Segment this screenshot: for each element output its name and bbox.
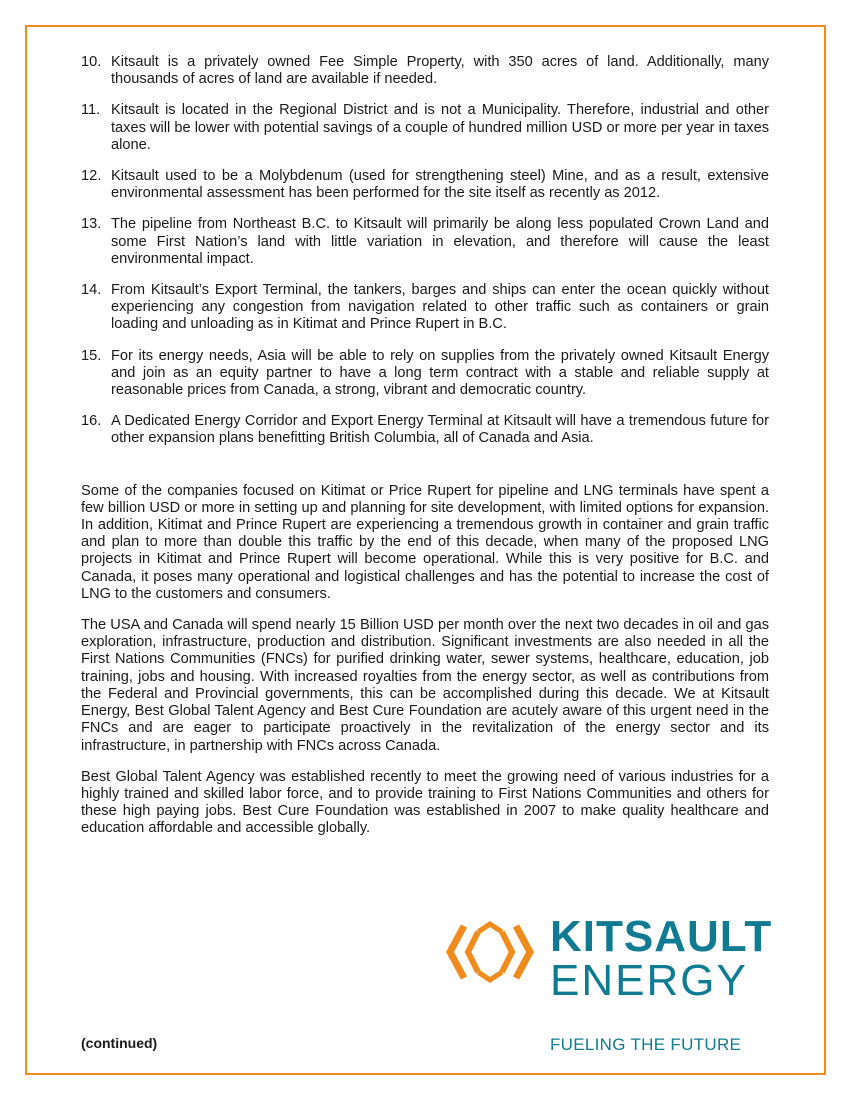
logo-tagline: FUELING THE FUTURE xyxy=(550,1035,742,1054)
body-paragraphs xyxy=(81,483,769,838)
page-content xyxy=(81,54,769,852)
item-text: The pipeline from Northeast B.C. to Kitsault will primarily be along less populated Crown Land and some First Nation’s land with little variation in elevation, and therefore will cause the least environmental impact. xyxy=(111,216,769,267)
item-text: Kitsault used to be a Molybdenum (used for strengthening steel) Mine, and as a result, extensive environmental assessment has been performed for the site itself as recently as 2012. xyxy=(111,168,769,202)
item-number: 11. xyxy=(81,102,101,119)
paragraph: Best Global Talent Agency was established recently to meet the growing need of various industries for a highly trained and skilled labor force, and to provide training to First Nations Communities and others for these high paying jobs. Best Cure Foundation was established in 2007 to make quality healthcare and education affordable and accessible globally. xyxy=(81,768,769,837)
list-item xyxy=(81,216,769,268)
paragraph: The USA and Canada will spend nearly 15 Billion USD per month over the next two decades in oil and gas exploration, infrastructure, production and distribution. Significant investments are also needed in all the First Nations Communities (FNCs) for purified drinking water, sewer systems, healthcare, education, job training, jobs and housing. With increased royalties from the energy sector, as well as contributions from the Federal and Provincial governments, this can be accomplished during this decade. We at Kitsault Energy, Best Global Talent Agency and Best Cure Foundation are acutely aware of this urgent need in the FNCs and are eager to participate proactively in the revitalization of the energy sector and its infrastructure, in partnership with FNCs across Canada. xyxy=(81,617,769,754)
item-number: 15. xyxy=(81,347,102,364)
logo-word-energy: ENERGY xyxy=(550,956,748,1005)
kitsault-energy-logo xyxy=(440,912,780,1058)
item-number: 14. xyxy=(81,282,102,299)
continued-label: (continued) xyxy=(81,1035,158,1051)
item-text: Kitsault is a privately owned Fee Simple Property, with 350 acres of land. Additionally, many thousands of acres of land are available if needed. xyxy=(111,54,769,88)
list-item xyxy=(81,348,769,400)
list-item xyxy=(81,102,769,154)
diamond-chevron-logo-icon xyxy=(444,920,536,984)
list-item xyxy=(81,54,769,88)
item-number: 16. xyxy=(81,413,102,430)
item-text: For its energy needs, Asia will be able to rely on supplies from the privately owned Kitsault Energy and join as an equity partner to have a long term contract with a stable and reliable supply at reasonable prices from Canada, a strong, vibrant and democratic country. xyxy=(111,347,769,399)
list-item xyxy=(81,413,769,447)
item-text: A Dedicated Energy Corridor and Export Energy Terminal at Kitsault will have a tremendous future for other expansion plans benefitting British Columbia, all of Canada and Asia. xyxy=(111,413,769,447)
item-text: From Kitsault’s Export Terminal, the tankers, barges and ships can enter the ocean quickly without experiencing any congestion from navigation related to other traffic such as containers or grain loading and unloading as in Kitimat and Prince Rupert in B.C. xyxy=(111,282,769,333)
item-text: Kitsault is located in the Regional District and is not a Municipality. Therefore, industrial and other taxes will be lower with potential savings of a couple of hundred million USD or more per year in taxes alone. xyxy=(111,102,769,153)
list-item xyxy=(81,282,769,334)
logo-word-kitsault: KITSAULT xyxy=(550,912,773,961)
item-number: 13. xyxy=(81,216,102,233)
paragraph: Some of the companies focused on Kitimat or Price Rupert for pipeline and LNG terminals have spent a few billion USD or more in setting up and planning for site development, with limited options for expansion. In addition, Kitimat and Prince Rupert are experiencing a tremendous growth in container and grain traffic and plan to more than double this traffic by the end of this decade, when many of the proposed LNG projects in Kitimat and Prince Rupert will become operational. While this is very positive for B.C. and Canada, it poses many operational and logistical challenges and has the potential to increase the cost of LNG to the customers and consumers. xyxy=(81,482,769,602)
item-number: 12. xyxy=(81,168,102,185)
numbered-list xyxy=(81,54,769,448)
list-item xyxy=(81,168,769,202)
item-number: 10. xyxy=(81,54,102,70)
